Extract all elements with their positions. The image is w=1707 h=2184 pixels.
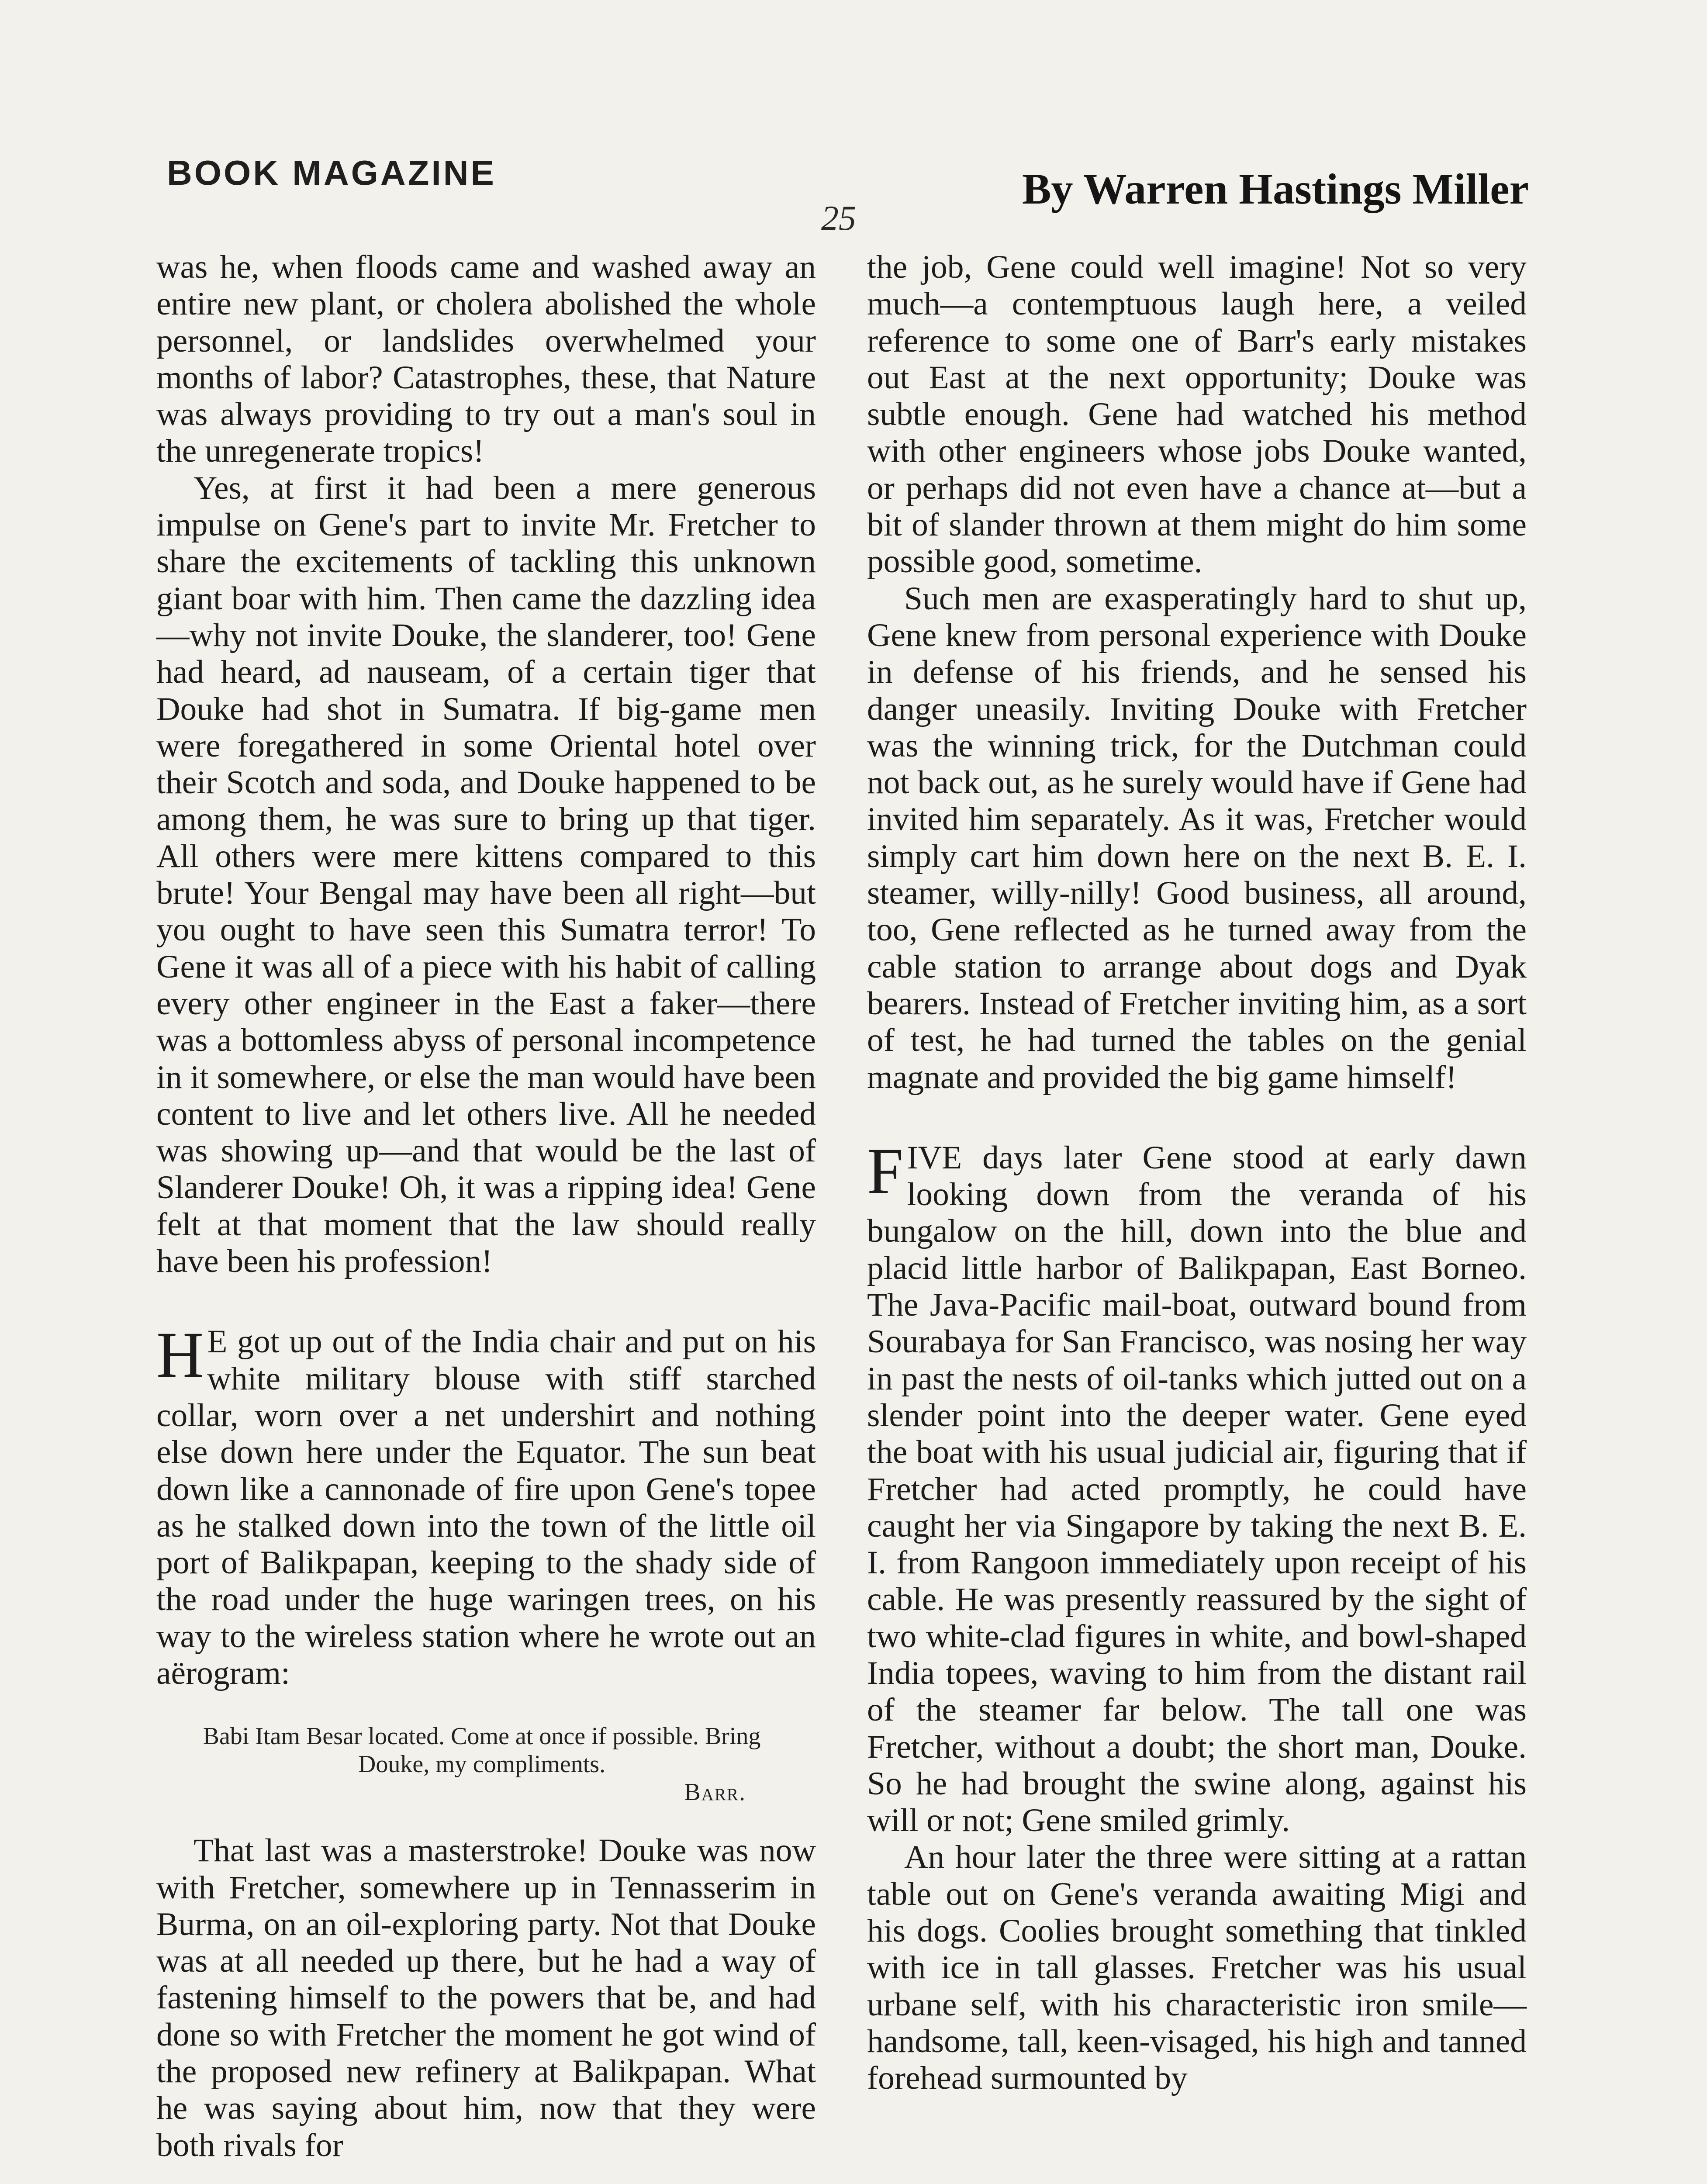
- drop-cap: F: [867, 1134, 904, 1207]
- section-paragraph: [867, 1134, 1527, 1839]
- author-byline: By Warren Hastings Miller: [1022, 165, 1529, 213]
- paragraph: An hour later the three were sitting at a rattan table out on Gene's veranda awaiting Migi and his dogs. Coolies brought something that tinkled with ice in tall glasses. Fretcher was his usual urbane self, with his characteristic iron smile—handsome, tall, keen-visaged, his high and tanned forehead surmounted by: [867, 1839, 1527, 2097]
- page-number: 25: [821, 199, 856, 238]
- drop-cap: H: [156, 1319, 204, 1392]
- paragraph: Such men are exasperatingly hard to shut up, Gene knew from personal experience with Douke in defense of his friends, and he sensed his danger uneasily. Inviting Douke with Fretcher was the winning trick, for the Dutchman could not back out, as he surely would have if Gene had invited him separately. As it was, Fretcher would simply cart him down here on the next B. E. I. steamer, willy-nilly! Good business, all around, too, Gene reflected as he turned away from the cable station to arrange about dogs and Dyak bearers. Instead of Fretcher inviting him, as a sort of test, he had turned the tables on the genial magnate and provided the big game himself!: [867, 580, 1527, 1095]
- right-column: [867, 249, 1527, 2097]
- paragraph: That last was a masterstroke! Douke was now with Fretcher, somewhere up in Tennasserim in Burma, on an oil-exploring party. Not that Douke was at all needed up there, but he had a way of fastening himself to the powers that be, and had done so with Fretcher the moment he got wind of the proposed new refinery at Balikpapan. What he was saying about him, now that they were both rivals for: [156, 1832, 816, 2163]
- paragraph-text: IVE days later Gene stood at early dawn looking down from the veranda of his bungalow on the hill, down into the blue and placid little harbor of Balikpapan, East Borneo. The Java-Pacific mail-boat, outward bound from Sourabaya for San Francisco, was nosing her way in past the nests of oil-tanks which jutted out on a slender point into the deeper water. Gene eyed the boat with his usual judicial air, figuring that if Fretcher had acted promptly, he could have caught her via Singapore by taking the next B. E. I. from Rangoon immediately upon receipt of his cable. He was presently reassured by the sight of two white-clad figures in white, and bowl-shaped India topees, waving to him from the distant rail of the steamer far below. The tall one was Fretcher, without a doubt; the short man, Douke. So he had brought the swine along, against his will or not; Gene smiled grimly.: [867, 1139, 1527, 1839]
- left-column: [156, 249, 816, 2164]
- magazine-title: BOOK MAGAZINE: [167, 153, 496, 192]
- paragraph: the job, Gene could well imagine! Not so very much—a contemptuous laugh here, a veiled reference to some one of Barr's early mistakes out East at the next opportunity; Douke was subtle enough. Gene had watched his method with other engineers whose jobs Douke wanted, or perhaps did not even have a chance at—but a bit of slander thrown at them might do him some possible good, sometime.: [867, 249, 1527, 580]
- aerogram-signature: Barr.: [684, 1779, 746, 1806]
- paragraph: was he, when floods came and washed away an entire new plant, or cholera abolished the whole personnel, or landslides overwhelmed your months of labor? Catastrophes, these, that Nature was always providing to try out a man's soul in the unregenerate tropics!: [156, 249, 816, 470]
- section-paragraph: [156, 1319, 816, 1692]
- paragraph-text: E got up out of the India chair and put on his white military blouse with stiff starched collar, worn over a net undershirt and nothing else down here under the Equator. The sun beat down like a cannonade of fire upon Gene's topee as he stalked down into the town of the little oil port of Balikpapan, keeping to the shady side of the road under the huge waringen trees, on his way to the wireless station where he wrote out an aërogram:: [156, 1324, 816, 1691]
- aerogram-text: Babi Itam Besar located. Come at once if possible. Bring Douke, my compliments.: [203, 1723, 761, 1778]
- paragraph: Yes, at first it had been a mere generous impulse on Gene's part to invite Mr. Fretcher to share the excitements of tackling this unknown giant boar with him. Then came the dazzling idea—why not invite Douke, the slanderer, too! Gene had heard, ad nauseam, of a certain tiger that Douke had shot in Sumatra. If big-game men were foregathered in some Oriental hotel over their Scotch and soda, and Douke happened to be among them, he was sure to bring up that tiger. All others were mere kittens compared to this brute! Your Bengal may have been all right—but you ought to have seen this Sumatra terror! To Gene it was all of a piece with his habit of calling every other engineer in the East a faker—there was a bottomless abyss of personal incompetence in it somewhere, or else the man would have been content to live and let others live. All he needed was showing up—and that would be the last of Slanderer Douke! Oh, it was a ripping idea! Gene felt at that moment that the law should really have been his profession!: [156, 470, 816, 1280]
- aerogram-message: [196, 1722, 768, 1806]
